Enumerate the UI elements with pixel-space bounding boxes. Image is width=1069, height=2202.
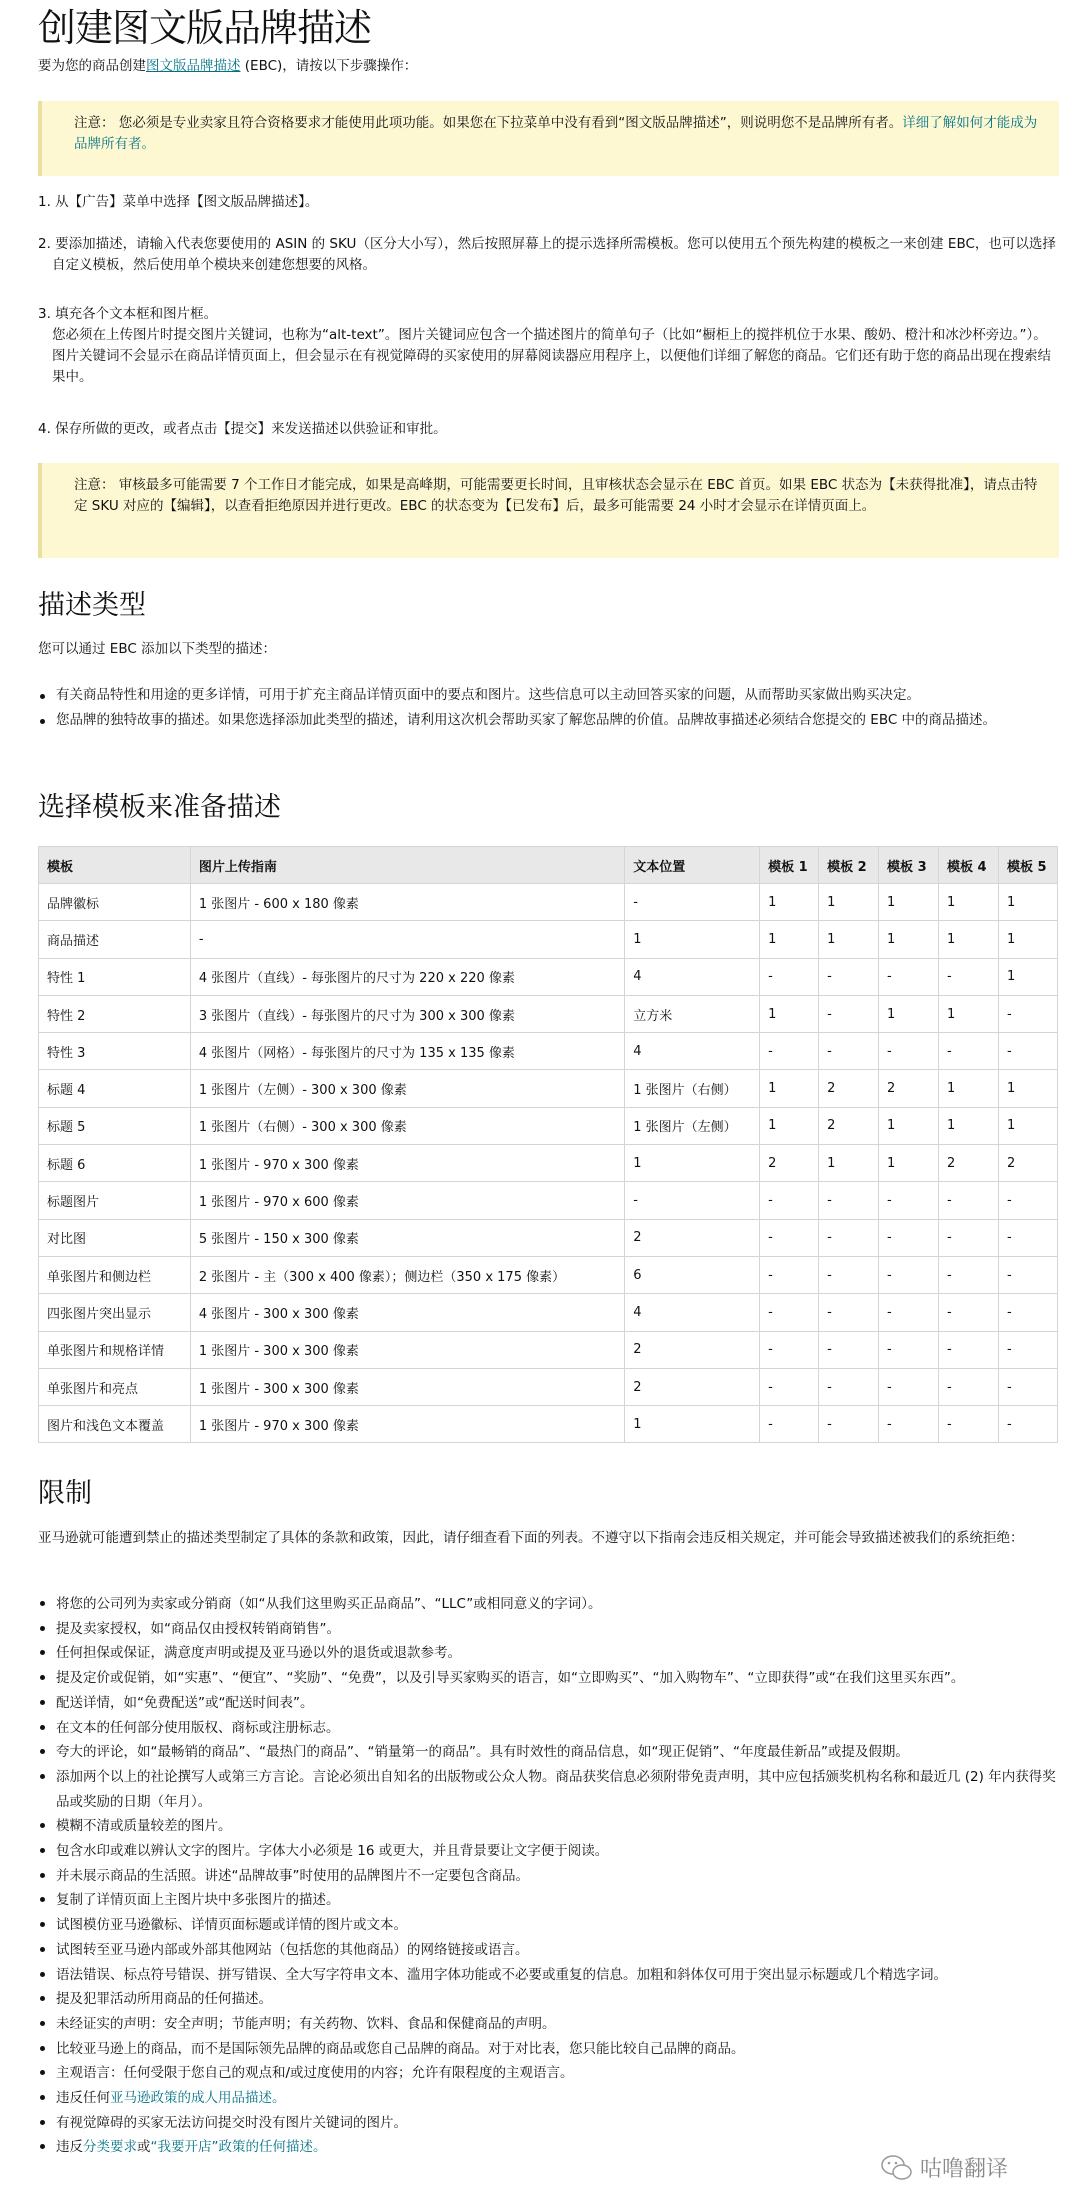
table-cell: 1 (879, 921, 939, 958)
list-item: 模糊不清或质量较差的图片。 (38, 1814, 1059, 1839)
table-cell: 6 (625, 1256, 760, 1293)
list-item: 提及定价或促销，如“实惠”、“便宜”、“奖励”、“免费”，以及引导买家购买的语言，如“立即购买”、“加入购物车”、“立即获得”或“在我们这里买东西”。 (38, 1666, 1059, 1691)
table-cell: 特性 3 (39, 1033, 191, 1070)
table-cell: 4 (625, 1033, 760, 1070)
table-row (39, 884, 1058, 921)
table-row (39, 1294, 1058, 1331)
list-item: 任何担保或保证，满意度声明或提及亚马逊以外的退货或退款参考。 (38, 1641, 1059, 1666)
table-cell: - (819, 1331, 879, 1368)
list-item: 试图转至亚马逊内部或外部其他网站（包括您的其他商品）的网络链接或语言。 (38, 1938, 1059, 1963)
list-item: 提及卖家授权，如“商品仅由授权转销商销售”。 (38, 1617, 1059, 1642)
table-cell: - (939, 1331, 999, 1368)
table-cell: 1 张图片（左侧）- 300 x 300 像素 (190, 1070, 624, 1107)
table-cell: 1 (998, 958, 1057, 995)
intro: 要为您的商品创建图文版品牌描述 (EBC)，请按以下步骤操作： (38, 58, 418, 74)
table-cell: 商品描述 (39, 921, 191, 958)
table-cell: 2 (939, 1145, 999, 1182)
table-cell: - (625, 884, 760, 921)
wechat-icon (880, 2153, 914, 2183)
list-item: 并未展示商品的生活照。讲述“品牌故事”时使用的品牌图片不一定要包含商品。 (38, 1864, 1059, 1889)
list-item: 将您的公司列为卖家或分销商（如“从我们这里购买正品商品”、“LLC”或相同意义的字词）。 (38, 1592, 1059, 1617)
table-cell: - (998, 1182, 1057, 1219)
types-intro: 您可以通过 EBC 添加以下类型的描述： (38, 641, 277, 657)
table-cell: 2 (819, 1070, 879, 1107)
table-cell: - (939, 1033, 999, 1070)
table-cell: 1 张图片 - 300 x 300 像素 (190, 1368, 624, 1405)
table-cell: - (819, 995, 879, 1032)
table-cell: - (879, 1256, 939, 1293)
table-cell: - (879, 1368, 939, 1405)
table-cell: - (819, 1368, 879, 1405)
table-cell: 1 (625, 1145, 760, 1182)
templates-table (38, 846, 1058, 1443)
note-eligibility: 注意： 您必须是专业卖家且符合资格要求才能使用此项功能。如果您在下拉菜单中没有看到“图文版品牌描述”，则说明您不是品牌所有者。详细了解如何才能成为品牌所有者。 (38, 101, 1059, 176)
table-cell: 1 张图片 - 970 x 300 像素 (190, 1145, 624, 1182)
table-cell: 单张图片和亮点 (39, 1368, 191, 1405)
table-cell: 1 张图片（左侧） (625, 1107, 760, 1144)
list-item: 语法错误、标点符号错误、拼写错误、全大写字符串文本、滥用字体功能或不必要或重复的信息。加粗和斜体仅可用于突出显示标题或几个精选字词。 (38, 1963, 1059, 1988)
list-item: 在文本的任何部分使用版权、商标或注册标志。 (38, 1716, 1059, 1741)
table-cell: - (819, 1406, 879, 1443)
table-cell: 4 张图片（直线）- 每张图片的尺寸为 220 x 220 像素 (190, 958, 624, 995)
table-cell: - (998, 1219, 1057, 1256)
limits-intro: 亚马逊就可能遭到禁止的描述类型制定了具体的条款和政策，因此，请仔细查看下面的列表。不遵守以下指南会违反相关规定，并可能会导致描述被我们的系统拒绝： (38, 1530, 1024, 1546)
list-item: 提及犯罪活动所用商品的任何描述。 (38, 1987, 1059, 2012)
selling-policy-link[interactable]: “我要开店”政策的任何描述。 (150, 2139, 327, 2156)
table-cell: 1 张图片（右侧） (625, 1070, 760, 1107)
table-row (39, 995, 1058, 1032)
table-row (39, 1182, 1058, 1219)
table-cell: 2 张图片 - 主（300 x 400 像素）；侧边栏（350 x 175 像素） (190, 1256, 624, 1293)
table-row (39, 1368, 1058, 1405)
table-cell: 2 (625, 1331, 760, 1368)
list-item: 主观语言：任何受限于您自己的观点和/或过度使用的内容；允许有限程度的主观语言。 (38, 2061, 1059, 2086)
table-cell: - (190, 921, 624, 958)
category-requirements-link[interactable]: 分类要求 (83, 2139, 137, 2156)
ebc-link[interactable]: 图文版品牌描述 (146, 58, 241, 74)
table-cell: 1 张图片 - 300 x 300 像素 (190, 1331, 624, 1368)
table-cell: - (939, 1219, 999, 1256)
table-header-row (39, 847, 1058, 884)
table-cell: - (760, 1331, 819, 1368)
table-cell: 2 (760, 1145, 819, 1182)
step: 4. 保存所做的更改，或者点击【提交】来发送描述以供验证和审批。 (38, 421, 447, 437)
table-cell: 2 (998, 1145, 1057, 1182)
table-cell: - (998, 995, 1057, 1032)
table-cell: 1 (760, 921, 819, 958)
table-cell: - (760, 1406, 819, 1443)
table-cell: 单张图片和规格详情 (39, 1331, 191, 1368)
table-cell: - (819, 1219, 879, 1256)
table-cell: 1 (760, 884, 819, 921)
table-cell: 1 张图片 - 600 x 180 像素 (190, 884, 624, 921)
table-cell: 1 (819, 1145, 879, 1182)
brand-owner-link[interactable]: 详细了解如何才能成为品牌所有者。 (74, 115, 1038, 152)
table-cell: 4 (625, 1294, 760, 1331)
table-cell: - (939, 1368, 999, 1405)
table-cell: 1 (939, 1070, 999, 1107)
table-cell: - (819, 1256, 879, 1293)
table-cell: - (998, 1294, 1057, 1331)
table-cell: - (879, 1182, 939, 1219)
table-cell: 特性 2 (39, 995, 191, 1032)
table-cell: - (939, 1182, 999, 1219)
table-cell: 1 (879, 884, 939, 921)
table-cell: 1 (625, 921, 760, 958)
column-header: 模板 (39, 847, 191, 884)
table-cell: - (819, 958, 879, 995)
table-cell: 4 张图片（网格）- 每张图片的尺寸为 135 x 135 像素 (190, 1033, 624, 1070)
table-cell: - (625, 1182, 760, 1219)
table-cell: 品牌徽标 (39, 884, 191, 921)
list-item: 添加两个以上的社论撰写人或第三方言论。言论必须出自知名的出版物或公众人物。商品获奖信息必须附带免责声明，其中应包括颁奖机构名称和最近几 (2) 年内获得奖品或奖励的日期（年月）。 (38, 1765, 1059, 1814)
table-cell: - (879, 958, 939, 995)
table-cell: 1 (998, 921, 1057, 958)
table-cell: 4 张图片 - 300 x 300 像素 (190, 1294, 624, 1331)
step: 2. 要添加描述，请输入代表您要使用的 ASIN 的 SKU（区分大小写），然后按照屏幕上的提示选择所需模板。您可以使用五个预先构建的模板之一来创建 EBC，也可以选择自定义模板，然后使用单个模块来创建您想要的风格。 (38, 236, 1056, 273)
list-item: 夸大的评论，如“最畅销的商品”、“最热门的商品”、“销量第一的商品”。具有时效性的商品信息，如“现正促销”、“年度最佳新品”或提及假期。 (38, 1740, 1059, 1765)
list-item: 复制了详情页面上主图片块中多张图片的描述。 (38, 1888, 1059, 1913)
table-cell: - (760, 1182, 819, 1219)
table-row (39, 1256, 1058, 1293)
table-row (39, 1406, 1058, 1443)
list-item: 违反任何亚马逊政策的成人用品描述。 (38, 2086, 1059, 2111)
table-cell: 1 (760, 1070, 819, 1107)
table-row (39, 1033, 1058, 1070)
table-cell: 1 (879, 1107, 939, 1144)
table-cell: 立方米 (625, 995, 760, 1032)
table-cell: 1 (998, 884, 1057, 921)
table-cell: - (939, 958, 999, 995)
list-item: 有关商品特性和用途的更多详情，可用于扩充主商品详情页面中的要点和图片。这些信息可以主动回答买家的问题，从而帮助买家做出购买决定。 (38, 685, 1059, 706)
list-item: 违反分类要求或“我要开店”政策的任何描述。 (38, 2135, 1059, 2160)
table-cell: - (819, 1033, 879, 1070)
step: 1. 从【广告】菜单中选择【图文版品牌描述】。 (38, 194, 319, 210)
table-cell: - (939, 1294, 999, 1331)
page-title: 创建图文版品牌描述 (38, 6, 372, 50)
table-cell: - (760, 1033, 819, 1070)
table-cell: - (879, 1406, 939, 1443)
table-row (39, 1070, 1058, 1107)
column-header: 模板 1 (760, 847, 819, 884)
table-cell: - (998, 1033, 1057, 1070)
table-cell: 1 张图片（右侧）- 300 x 300 像素 (190, 1107, 624, 1144)
list-item: 包含水印或难以辨认文字的图片。字体大小必须是 16 或更大，并且背景要让文字便于阅读。 (38, 1839, 1059, 1864)
table-cell: 四张图片突出显示 (39, 1294, 191, 1331)
table-cell: 1 张图片 - 970 x 600 像素 (190, 1182, 624, 1219)
table-cell: 标题 6 (39, 1145, 191, 1182)
table-cell: 3 张图片（直线）- 每张图片的尺寸为 300 x 300 像素 (190, 995, 624, 1032)
table-cell: 1 (819, 921, 879, 958)
step-detail: 您必须在上传图片时提交图片关键词，也称为“alt-text”。图片关键词应包含一个描述图片的简单句子（比如“橱柜上的搅拌机位于水果、酸奶、橙汁和冰沙杯旁边。”）。图片关键词不会显示在商品详情页面上，但会显示在有视觉障碍的买家使用的屏幕阅读器应用程序上，以便他们详细了解您的商品。它们还有助于您的商品出现在搜索结果中。 (52, 327, 1051, 385)
table-cell: - (879, 1033, 939, 1070)
table-cell: 1 张图片 - 970 x 300 像素 (190, 1406, 624, 1443)
table-cell: 1 (625, 1406, 760, 1443)
section-heading-limits: 限制 (38, 1478, 92, 1509)
table-cell: - (939, 1256, 999, 1293)
table-cell: 1 (760, 995, 819, 1032)
table-cell: 2 (625, 1368, 760, 1405)
table-cell: 1 (939, 921, 999, 958)
table-cell: 1 (879, 1145, 939, 1182)
column-header: 图片上传指南 (190, 847, 624, 884)
table-cell: 2 (819, 1107, 879, 1144)
table-row (39, 1107, 1058, 1144)
table-row (39, 1145, 1058, 1182)
table-cell: 5 张图片 - 150 x 300 像素 (190, 1219, 624, 1256)
list-item: 您品牌的独特故事的描述。如果您选择添加此类型的描述，请利用这次机会帮助买家了解您品牌的价值。品牌故事描述必须结合您提交的 EBC 中的商品描述。 (38, 710, 1059, 731)
note-review: 注意： 审核最多可能需要 7 个工作日才能完成，如果是高峰期，可能需要更长时间，且审核状态会显示在 EBC 首页。如果 EBC 状态为【未获得批准】，请点击特定 SKU 对应的【编辑】，以查看拒绝原因并进行更改。EBC 的状态变为【已发布】后，最多可能需要 24 小时才会显示在详情页面上。 (38, 463, 1059, 558)
table-cell: - (998, 1256, 1057, 1293)
limits-list (38, 1592, 1059, 2160)
adult-policy-link[interactable]: 亚马逊政策的成人用品描述。 (110, 2090, 286, 2107)
table-cell: - (939, 1406, 999, 1443)
table-cell: 4 (625, 958, 760, 995)
step: 3. 填充各个文本框和图片框。 (38, 306, 218, 322)
table-cell: - (879, 1294, 939, 1331)
table-cell: 标题 4 (39, 1070, 191, 1107)
table-cell: - (760, 1368, 819, 1405)
table-cell: 图片和浅色文本覆盖 (39, 1406, 191, 1443)
table-cell: - (879, 1219, 939, 1256)
table-cell: 2 (625, 1219, 760, 1256)
table-cell: - (998, 1368, 1057, 1405)
table-cell: 特性 1 (39, 958, 191, 995)
table-cell: 1 (939, 995, 999, 1032)
list-item: 有视觉障碍的买家无法访问提交时没有图片关键词的图片。 (38, 2111, 1059, 2136)
column-header: 模板 4 (939, 847, 999, 884)
table-cell: 单张图片和侧边栏 (39, 1256, 191, 1293)
section-heading-types: 描述类型 (38, 590, 146, 621)
table-cell: 标题图片 (39, 1182, 191, 1219)
table-cell: - (760, 958, 819, 995)
table-cell: 1 (939, 884, 999, 921)
table-cell: 1 (998, 1070, 1057, 1107)
table-cell: 1 (760, 1107, 819, 1144)
list-item: 配送详情，如“免费配送”或“配送时间表”。 (38, 1691, 1059, 1716)
table-cell: - (760, 1294, 819, 1331)
table-cell: - (760, 1256, 819, 1293)
table-cell: - (998, 1406, 1057, 1443)
column-header: 文本位置 (625, 847, 760, 884)
table-cell: 1 (939, 1107, 999, 1144)
list-item: 试图模仿亚马逊徽标、详情页面标题或详情的图片或文本。 (38, 1913, 1059, 1938)
list-item: 未经证实的声明：安全声明；节能声明；有关药物、饮料、食品和保健商品的声明。 (38, 2012, 1059, 2037)
list-item: 比较亚马逊上的商品，而不是国际领先品牌的商品或您自己品牌的商品。对于对比表，您只能比较自己品牌的商品。 (38, 2037, 1059, 2062)
table-cell: 1 (998, 1107, 1057, 1144)
column-header: 模板 3 (879, 847, 939, 884)
table-cell: - (819, 1294, 879, 1331)
section-heading-templates: 选择模板来准备描述 (38, 792, 281, 823)
table-row (39, 958, 1058, 995)
table-cell: 1 (879, 995, 939, 1032)
table-cell: - (819, 1182, 879, 1219)
types-list (38, 685, 1059, 731)
table-row (39, 1219, 1058, 1256)
table-cell: 对比图 (39, 1219, 191, 1256)
table-cell: - (879, 1331, 939, 1368)
column-header: 模板 2 (819, 847, 879, 884)
table-cell: 1 (819, 884, 879, 921)
table-cell: 2 (879, 1070, 939, 1107)
table-cell: - (998, 1331, 1057, 1368)
table-cell: - (760, 1219, 819, 1256)
column-header: 模板 5 (998, 847, 1057, 884)
table-row (39, 921, 1058, 958)
table-cell: 标题 5 (39, 1107, 191, 1144)
table-row (39, 1331, 1058, 1368)
watermark: 咕噜翻译 (880, 2152, 1008, 2183)
